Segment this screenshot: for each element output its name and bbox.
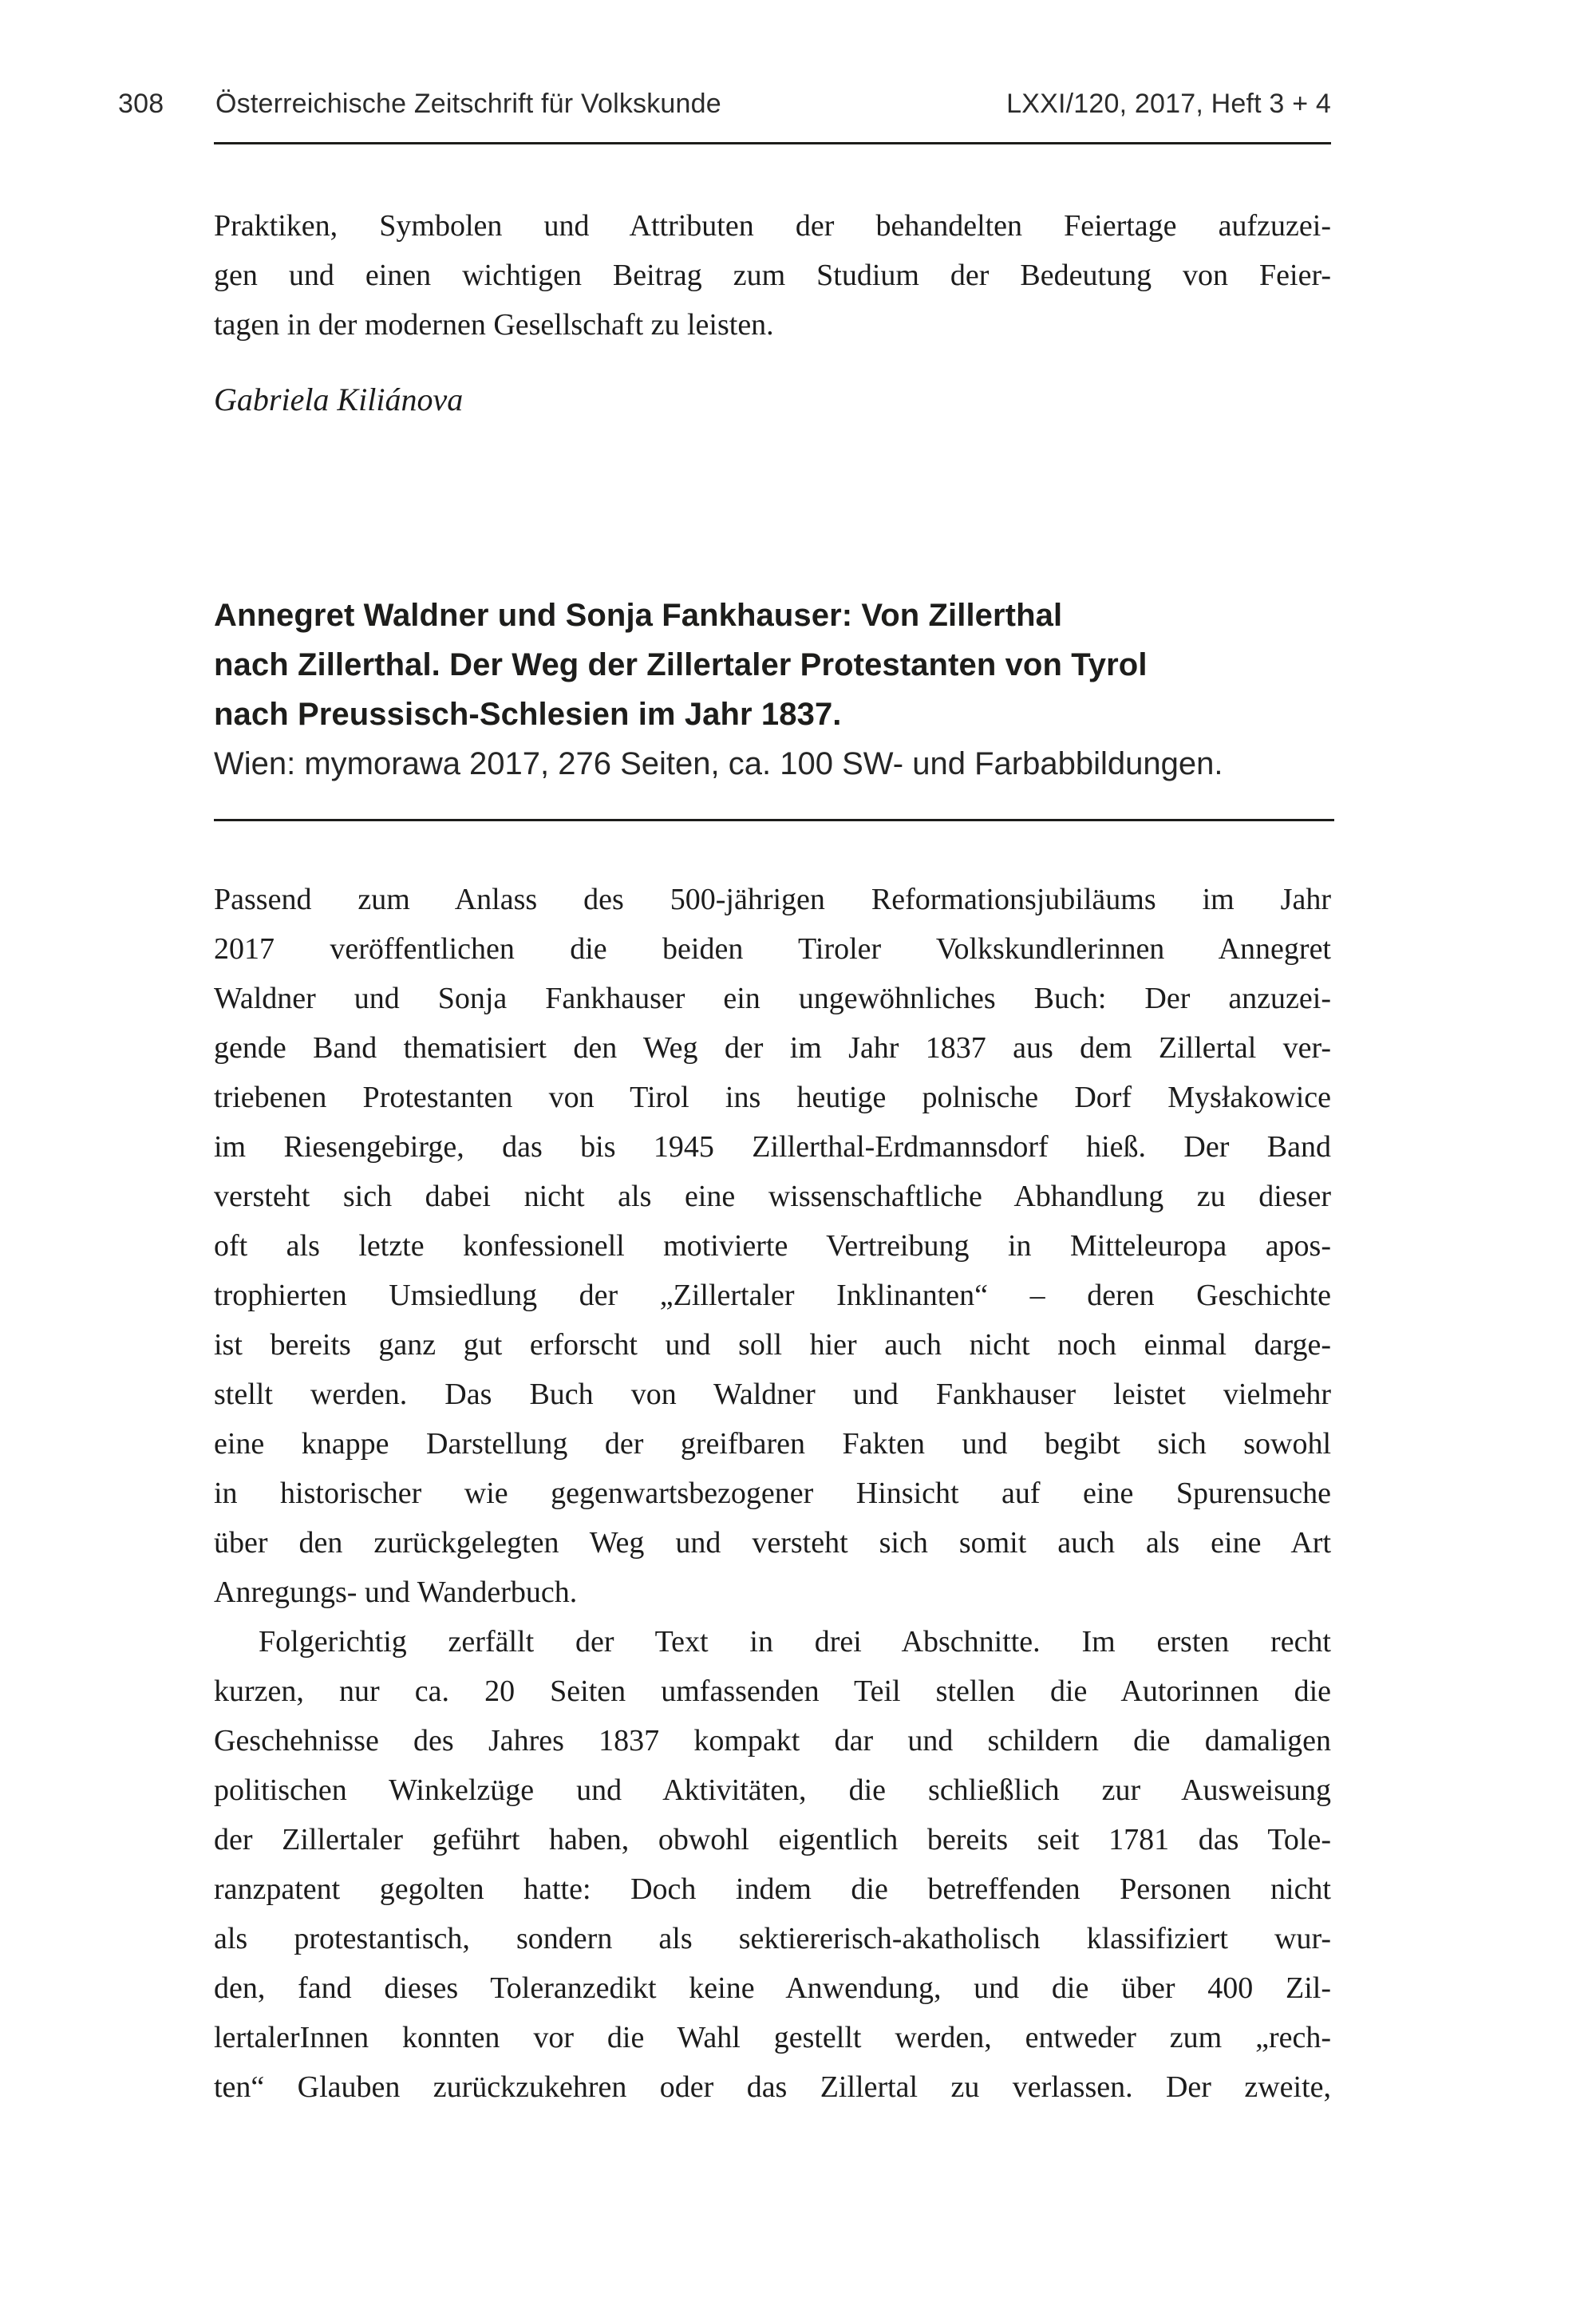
- review-paragraph-2: [214, 1617, 1331, 2112]
- text-line: in historischer wie gegenwartsbezogener Hinsicht auf eine Spurensuche: [214, 1477, 1331, 1510]
- header-rule: [214, 142, 1331, 144]
- text-line: der Zillertaler geführt haben, obwohl eigentlich bereits seit 1781 das Tole-: [214, 1823, 1331, 1856]
- text-line: als protestantisch, sondern als sektiererisch-akatholisch klassifiziert wur-: [214, 1922, 1331, 1955]
- text-line: politischen Winkelzüge und Aktivitäten, die schließlich zur Ausweisung: [214, 1773, 1331, 1807]
- text-line: eine knappe Darstellung der greifbaren Fakten und begibt sich sowohl: [214, 1427, 1331, 1461]
- review-paragraph-1: [214, 875, 1331, 1617]
- text-line: Praktiken, Symbolen und Attributen der behandelten Feiertage aufzuzei-: [214, 209, 1331, 243]
- review-body: [214, 875, 1331, 2112]
- book-imprint: Wien: mymorawa 2017, 276 Seiten, ca. 100 SW- und Farbabbildungen.: [214, 746, 1223, 781]
- book-heading: [214, 591, 1331, 789]
- previous-review-author: Gabriela Kiliánova: [214, 382, 464, 417]
- text-line: Annegret Waldner und Sonja Fankhauser: Von Zillerthal: [214, 598, 1063, 633]
- text-line: oft als letzte konfessionell motivierte Vertreibung in Mitteleuropa apos-: [214, 1229, 1331, 1263]
- text-line: trophierten Umsiedlung der „Zillertaler Inklinanten“ – deren Geschichte: [214, 1279, 1331, 1312]
- text-line: den, fand dieses Toleranzedikt keine Anwendung, und die über 400 Zil-: [214, 1971, 1331, 2005]
- book-title: [214, 591, 1331, 739]
- text-line: gende Band thematisiert den Weg der im Jahr 1837 aus dem Zillertal ver-: [214, 1031, 1331, 1065]
- previous-review-closing-paragraph: [214, 201, 1331, 350]
- text-line: Waldner und Sonja Fankhauser ein ungewöhnliches Buch: Der anzuzei-: [214, 982, 1331, 1015]
- text-line: lertalerInnen konnten vor die Wahl gestellt werden, entweder zum „rech-: [214, 2021, 1331, 2054]
- text-line: ist bereits ganz gut erforscht und soll hier auch nicht noch einmal darge-: [214, 1328, 1331, 1362]
- text-line: ranzpatent gegolten hatte: Doch indem die betreffenden Personen nicht: [214, 1872, 1331, 1906]
- page-number: 308: [118, 89, 164, 119]
- text-line: 2017 veröffentlichen die beiden Tiroler Volkskundlerinnen Annegret: [214, 932, 1331, 966]
- text-line: versteht sich dabei nicht als eine wissenschaftliche Abhandlung zu dieser: [214, 1180, 1331, 1213]
- text-line: stellt werden. Das Buch von Waldner und Fankhauser leistet vielmehr: [214, 1378, 1331, 1411]
- text-line: über den zurückgelegten Weg und versteht sich somit auch als eine Art: [214, 1526, 1331, 1560]
- text-line: kurzen, nur ca. 20 Seiten umfassenden Teil stellen die Autorinnen die: [214, 1674, 1331, 1708]
- issue-info: LXXI/120, 2017, Heft 3 + 4: [1006, 89, 1331, 119]
- text-line: Folgerichtig zerfällt der Text in drei Abschnitte. Im ersten recht: [259, 1625, 1331, 1659]
- text-line: triebenen Protestanten von Tirol ins heutige polnische Dorf Mysłakowice: [214, 1081, 1331, 1114]
- text-line: gen und einen wichtigen Beitrag zum Studium der Bedeutung von Feier-: [214, 259, 1331, 292]
- text-line: Passend zum Anlass des 500-jährigen Reformationsjubiläums im Jahr: [214, 883, 1331, 916]
- text-line: ten“ Glauben zurückzukehren oder das Zillertal zu verlassen. Der zweite,: [214, 2070, 1331, 2104]
- text-line: Anregungs- und Wanderbuch.: [214, 1576, 578, 1609]
- text-line: Geschehnisse des Jahres 1837 kompakt dar und schildern die damaligen: [214, 1724, 1331, 1757]
- running-header: [0, 86, 1596, 121]
- text-line: nach Zillerthal. Der Weg der Zillertaler Protestanten von Tyrol: [214, 647, 1148, 682]
- text-line: nach Preussisch-Schlesien im Jahr 1837.: [214, 697, 842, 732]
- text-line: im Riesengebirge, das bis 1945 Zillerthal-Erdmannsdorf hieß. Der Band: [214, 1130, 1331, 1164]
- section-rule: [214, 819, 1334, 821]
- journal-title: Österreichische Zeitschrift für Volkskunde: [215, 89, 721, 119]
- text-line: tagen in der modernen Gesellschaft zu leisten.: [214, 308, 774, 342]
